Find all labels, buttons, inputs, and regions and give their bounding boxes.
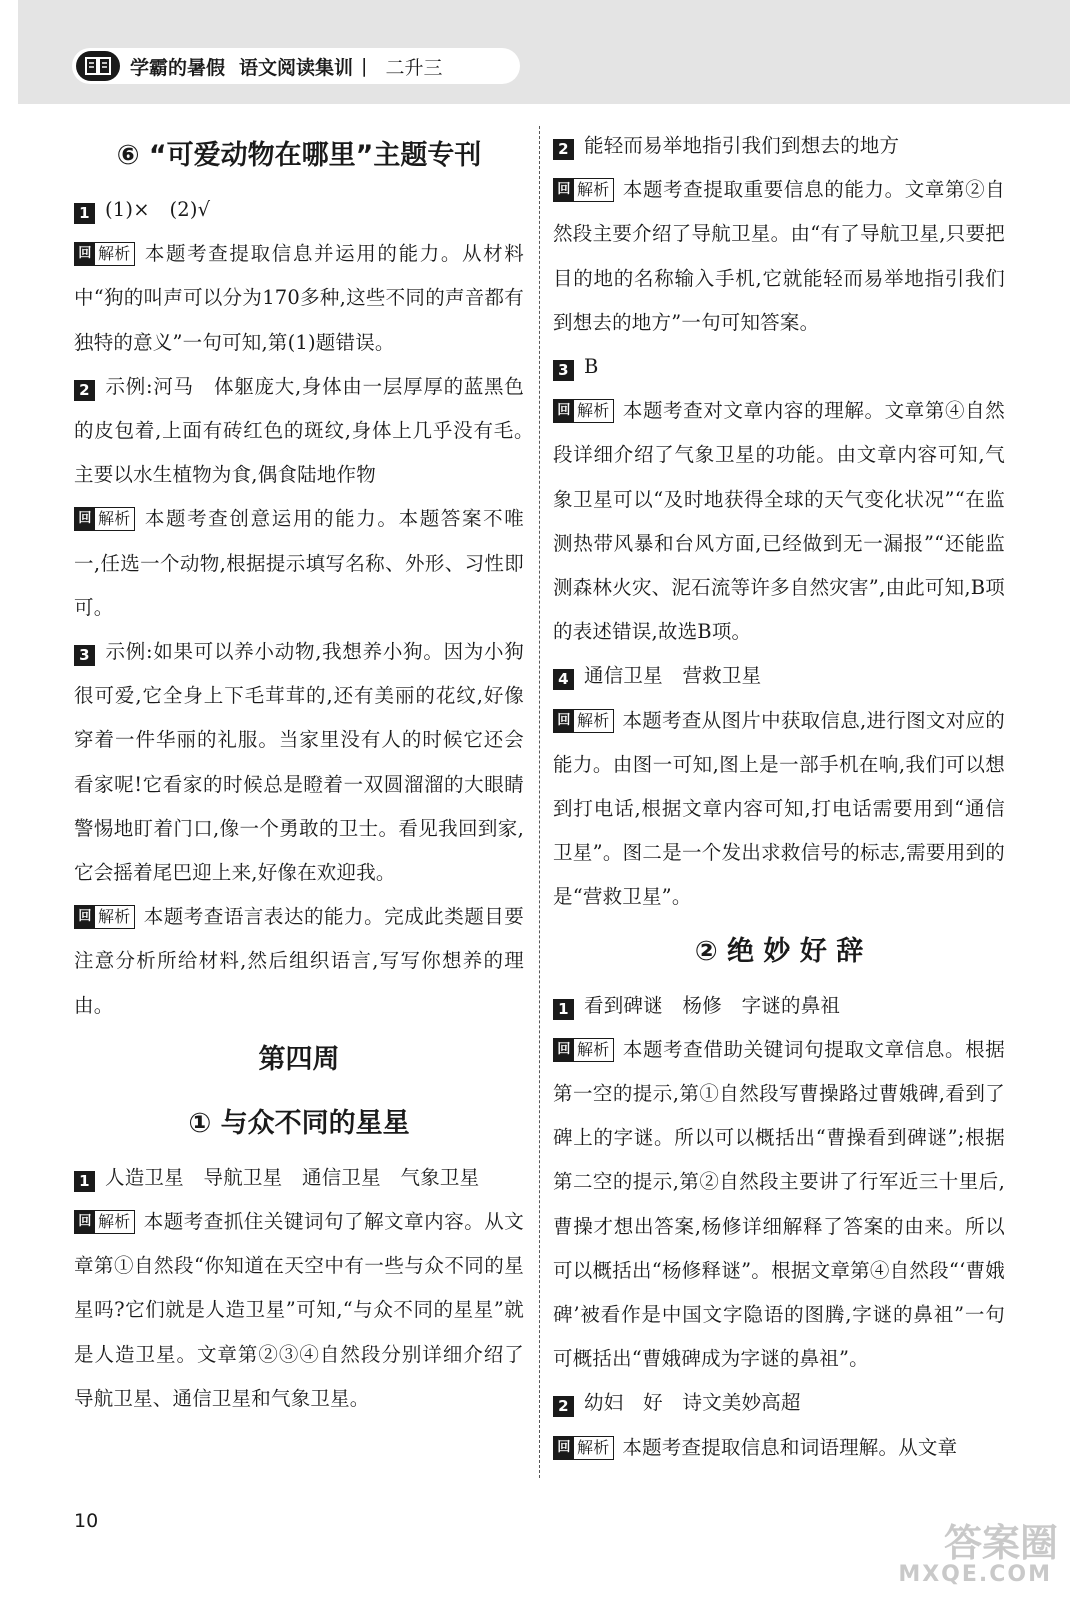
magnifier-icon: 回 <box>554 179 574 201</box>
magnifier-icon: 回 <box>75 1211 95 1233</box>
analysis-tag: 回 解析 <box>553 1436 614 1460</box>
magnifier-icon: 回 <box>554 1039 574 1061</box>
watermark: 答案圈 <box>943 1521 1058 1565</box>
week-title: 第四周 <box>258 1043 340 1075</box>
header-separator: | <box>361 55 368 77</box>
section-title: ① 与众不同的星星 <box>188 1107 410 1139</box>
question-number: 1 <box>553 999 574 1020</box>
analysis-item <box>553 1426 1005 1470</box>
analysis-item <box>553 699 1005 920</box>
page-number: 10 <box>74 1510 99 1532</box>
analysis-tag: 回 解析 <box>74 507 135 531</box>
section-title: ② 绝 妙 好 辞 <box>694 935 864 967</box>
question-number: 2 <box>553 139 574 160</box>
analysis-text: 本题考查提取信息并运用的能力。从材料中“狗的叫声可以分为170多种,这些不同的声音都有独特的意义”一句可知,第(1)题错误。 <box>74 242 524 354</box>
analysis-item <box>553 1028 1005 1382</box>
analysis-text: 本题考查从图片中获取信息,进行图文对应的能力。由图一可知,图上是一部手机在响,我们可以想到打电话,根据文章内容可知,打电话需要用到“通信卫星”。图二是一个发出求救信号的标志,需要用到的是“营救卫星”。 <box>553 708 1005 909</box>
analysis-tag: 回 解析 <box>553 399 614 423</box>
analysis-tag: 回 解析 <box>74 1210 135 1234</box>
book-icon <box>76 51 120 81</box>
analysis-text: 本题考查提取重要信息的能力。文章第②自然段主要介绍了导航卫星。由“有了导航卫星,只要把目的地的名称输入手机,它就能轻而易举地指引我们到想去的地方”一句可知答案。 <box>553 178 1005 334</box>
answer-text: B <box>584 355 599 379</box>
answer-text: (1)× (2)√ <box>105 198 211 221</box>
right-column <box>553 124 1005 1470</box>
answer-item <box>74 1156 524 1200</box>
analysis-text: 本题考查对文章内容的理解。文章第④自然段详细介绍了气象卫星的功能。由文章内容可知,气象卫星可以“及时地获得全球的天气变化状况”“在监测热带风暴和台风方面,已经做到无一漏报”“还能监测森林火灾、泥石流等许多自然灾害”,由此可知,B项的表述错误,故选B项。 <box>553 399 1005 644</box>
analysis-tag: 回 解析 <box>553 709 614 733</box>
answer-item <box>553 124 1005 168</box>
magnifier-icon: 回 <box>554 400 574 422</box>
question-number: 4 <box>553 669 574 690</box>
analysis-tag: 回 解析 <box>74 905 135 929</box>
answer-text: 通信卫星 营救卫星 <box>584 664 762 688</box>
grade-label: 二升三 <box>385 56 443 79</box>
analysis-tag: 回 解析 <box>553 178 614 202</box>
analysis-item <box>74 1200 524 1421</box>
answer-item <box>553 984 1005 1028</box>
answer-text: 示例:河马 体躯庞大,身体由一层厚厚的蓝黑色的皮包着,上面有砖红色的斑纹,身体上几乎没有毛。 主要以水生植物为食,偶食陆地作物 <box>74 374 544 487</box>
left-column <box>74 124 544 1421</box>
question-number: 3 <box>553 360 574 381</box>
analysis-text: 本题考查创意运用的能力。本题答案不唯一,任选一个动物,根据提示填写名称、外形、习性即可。 <box>74 507 524 619</box>
question-number: 2 <box>74 380 95 401</box>
magnifier-icon: 回 <box>554 710 574 732</box>
book-subtitle: 语文阅读集训 <box>239 56 354 79</box>
answer-item <box>74 630 524 895</box>
question-number: 1 <box>74 1171 95 1192</box>
magnifier-icon: 回 <box>75 243 95 265</box>
answer-text: 人造卫星 导航卫星 通信卫星 气象卫星 <box>105 1165 480 1189</box>
analysis-tag: 回 解析 <box>553 1038 614 1062</box>
answer-text: 幼妇 好 诗文美妙高超 <box>584 1391 801 1415</box>
answer-item <box>553 1381 1005 1425</box>
magnifier-icon: 回 <box>75 508 95 530</box>
analysis-text: 本题考查提取信息和词语理解。从文章 <box>622 1435 958 1459</box>
book-title: 学霸的暑假 <box>130 56 226 79</box>
answer-text: 看到碑谜 杨修 字谜的鼻祖 <box>584 993 841 1017</box>
question-number: 1 <box>74 203 95 224</box>
analysis-item <box>74 497 524 630</box>
column-divider <box>539 126 540 1478</box>
analysis-text: 本题考查抓住关键词句了解文章内容。从文章第①自然段“你知道在天空中有一些与众不同的星星吗?它们就是人造卫星”可知,“与众不同的星星”就是人造卫星。文章第②③④自然段分别详细介绍了导航卫星、通信卫星和气象卫星。 <box>74 1210 524 1410</box>
answer-text: 能轻而易举地指引我们到想去的地方 <box>584 134 900 157</box>
analysis-item <box>553 389 1005 654</box>
analysis-text: 本题考查借助关键词句提取文章信息。根据第一空的提示,第①自然段写曹操路过曹娥碑,看到了碑上的字谜。所以可以概括出“曹操看到碑谜”;根据第二空的提示,第②自然段主要讲了行军近三十里后,曹操才想出答案,杨修详细解释了答案的由来。所以可以概括出“杨修释谜”。根据文章第④自然段“‘曹娥碑’被看作是中国文字隐语的图腾,字谜的鼻祖”一句可概括出“曹娥碑成为字谜的鼻祖”。 <box>553 1037 1005 1371</box>
analysis-text: 本题考查语言表达的能力。完成此类题目要注意分析所给材料,然后组织语言,写写你想养的理由。 <box>74 905 524 1017</box>
analysis-item <box>553 168 1005 345</box>
question-number: 2 <box>553 1396 574 1417</box>
magnifier-icon: 回 <box>75 906 95 928</box>
analysis-item <box>74 232 524 365</box>
answer-item <box>553 345 1005 389</box>
answer-item <box>553 654 1005 698</box>
answer-item <box>74 365 544 498</box>
section-title: ⑥ “可爱动物在哪里”主题专刊 <box>116 140 482 171</box>
book-header <box>72 48 520 84</box>
analysis-item <box>74 895 524 1028</box>
magnifier-icon: 回 <box>554 1437 574 1459</box>
answer-text: 示例:如果可以养小动物,我想养小狗。因为小狗很可爱,它全身上下毛茸茸的,还有美丽的花纹,好像穿着一件华丽的礼服。当家里没有人的时候它还会看家呢!它看家的时候总是瞪着一双圆溜溜的大眼睛警惕地盯着门口,像一个勇敢的卫士。看见我回到家,它会摇着尾巴迎上来,好像在欢迎我。 <box>74 640 524 885</box>
analysis-tag: 回 解析 <box>74 242 135 266</box>
answer-item <box>74 188 524 232</box>
watermark-url: MXQE.COM <box>898 1562 1052 1587</box>
question-number: 3 <box>74 645 95 666</box>
